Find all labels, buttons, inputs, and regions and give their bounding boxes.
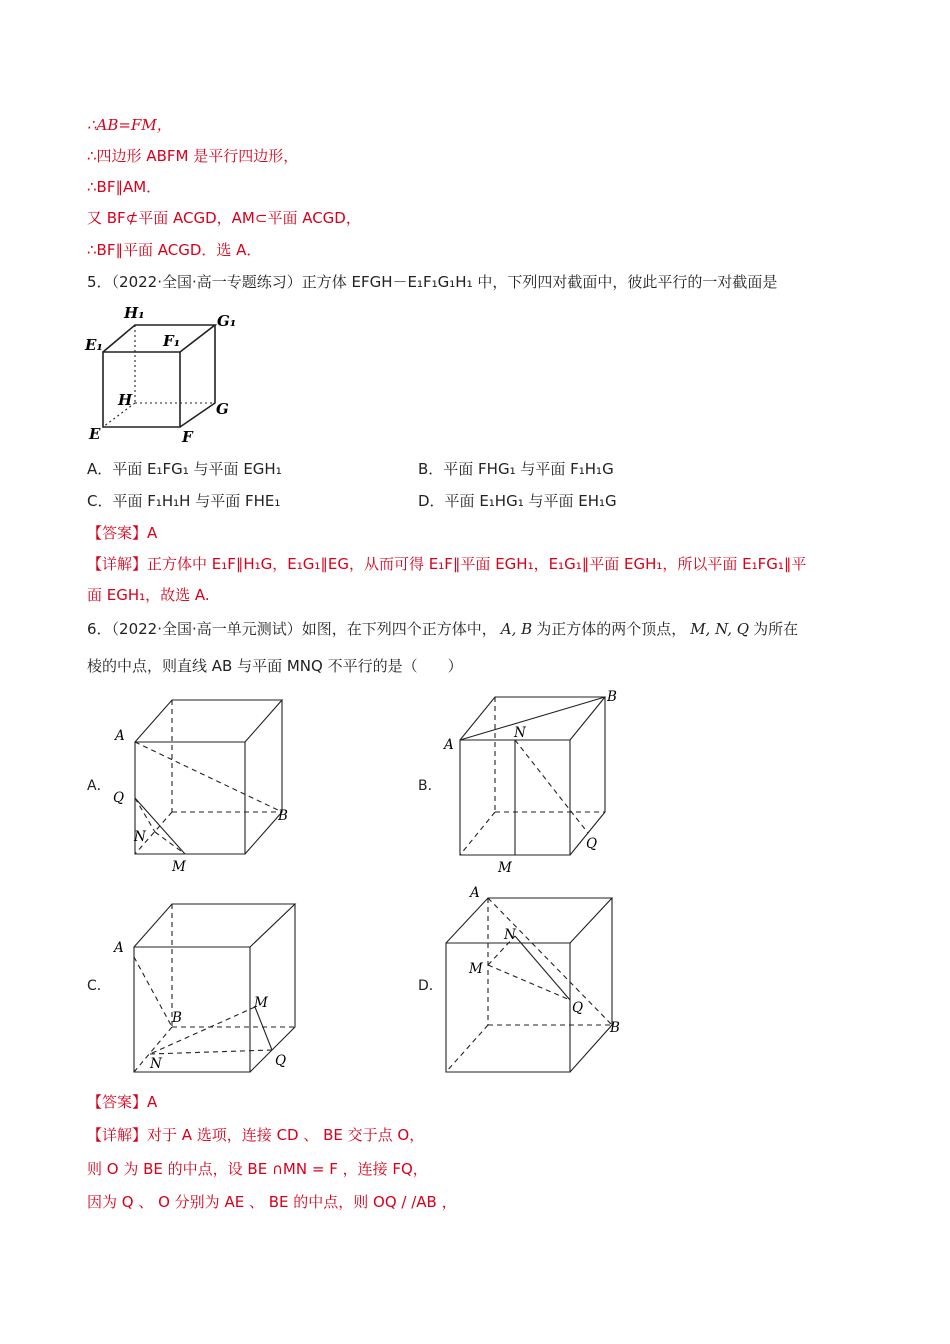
q6-explain-2: 则 O 为 BE 的中点，设 BE ∩MN = F ，连接 FQ， (87, 1160, 428, 1178)
figA-label-N: N (134, 829, 146, 845)
q5-source: （2022·全国·高一专题练习） (111, 273, 302, 291)
proof-line-3: ∴BF∥AM． (87, 178, 162, 196)
q6-figure-a (110, 690, 310, 880)
q6-option-b-label[interactable]: B． (418, 778, 442, 794)
figB-label-M: M (498, 860, 512, 876)
figA-label-Q: Q (113, 790, 125, 806)
q5-answer: 【答案】A (87, 524, 158, 542)
proof-line-5: ∴BF∥平面 ACGD．选 A． (87, 241, 262, 259)
figD-label-B: B (610, 1020, 620, 1036)
figD-label-Q: Q (572, 1000, 584, 1016)
figA-label-M: M (172, 859, 186, 875)
q6-option-c-label[interactable]: C． (87, 978, 111, 994)
proof-line-4: 又 BF⊄平面 ACGD，AM⊂平面 ACGD， (87, 209, 361, 227)
q5-option-a[interactable]: A．平面 E₁FG₁ 与平面 EGH₁ (87, 460, 282, 478)
q6-explain-3: 因为 Q 、 O 分别为 AE 、 BE 的中点，则 OQ / /AB ， (87, 1193, 457, 1211)
q6-explain-1: 【详解】对于 A 选项，连接 CD 、 BE 交于点 O， (87, 1126, 425, 1144)
figB-label-Q: Q (586, 836, 598, 852)
q6-figure-c (110, 892, 310, 1082)
figC-label-N: N (150, 1056, 162, 1072)
q5-explain-2: 面 EGH₁，故选 A. (87, 586, 210, 604)
q6-figure-d (440, 880, 640, 1075)
figA-label-A: A (115, 728, 125, 744)
label-H: H (118, 391, 133, 409)
q5-cube-figure (80, 300, 250, 450)
q6-answer: 【答案】A (87, 1093, 158, 1111)
q6-figure-b (440, 685, 640, 875)
proof-line-2: ∴四边形 ABFM 是平行四边形， (87, 147, 299, 165)
q6-stem-mnq: M, N, Q (690, 620, 750, 638)
q6-header (87, 619, 798, 639)
figB-label-A: A (444, 737, 454, 753)
figD-label-N: N (504, 927, 516, 943)
q5-number: 5． (87, 273, 112, 291)
q5-header (87, 272, 777, 292)
q5-option-c[interactable]: C．平面 F₁H₁H 与平面 FHE₁ (87, 492, 281, 510)
label-F: F (182, 428, 193, 446)
q5-stem: 正方体 EFGH－E₁F₁G₁H₁ 中，下列四对截面中，彼此平行的一对截面是 (301, 273, 778, 291)
q5-explain-1: 【详解】正方体中 E₁F∥H₁G，E₁G₁∥EG，从而可得 E₁F∥平面 EGH₁，E₁G₁∥平面 EGH₁，所以平面 E₁FG₁∥平 (87, 555, 807, 573)
top-face (103, 325, 215, 352)
label-G1: G₁ (217, 312, 237, 330)
right-face (180, 325, 215, 427)
q6-option-a-label[interactable]: A． (87, 778, 111, 794)
label-H1: H₁ (124, 304, 145, 322)
q6-stem-1e: 为所在 (753, 620, 799, 638)
label-F1: F₁ (163, 332, 181, 350)
q6-stem-ab: A, B (500, 620, 533, 638)
label-G: G (216, 400, 229, 418)
q6-stem-1a: 如图，在下列四个正方体中， (301, 620, 497, 638)
q6-stem-1c: 为正方体的两个顶点， (536, 620, 687, 638)
figD-label-M: M (469, 961, 483, 977)
figC-label-B: B (172, 1010, 182, 1026)
label-E: E (89, 425, 101, 443)
figC-label-Q: Q (275, 1053, 287, 1069)
figD-label-A: A (470, 885, 480, 901)
figB-label-N: N (514, 725, 526, 741)
figB-label-B: B (607, 689, 617, 705)
q6-source: （2022·全国·高一单元测试） (111, 620, 302, 638)
q5-option-b[interactable]: B．平面 FHG₁ 与平面 F₁H₁G (418, 460, 614, 478)
figC-label-A: A (114, 940, 124, 956)
q6-stem-2: 棱的中点，则直线 AB 与平面 MNQ 不平行的是（ ） (87, 657, 463, 675)
figC-label-M: M (254, 995, 268, 1011)
label-E1: E₁ (85, 336, 104, 354)
proof-line-1: ∴AB=FM， (87, 116, 172, 134)
q5-option-d[interactable]: D．平面 E₁HG₁ 与平面 EH₁G (418, 492, 617, 510)
q6-option-d-label[interactable]: D． (418, 978, 443, 994)
q6-number: 6． (87, 620, 112, 638)
figA-label-B: B (278, 808, 288, 824)
front-face (103, 352, 180, 427)
